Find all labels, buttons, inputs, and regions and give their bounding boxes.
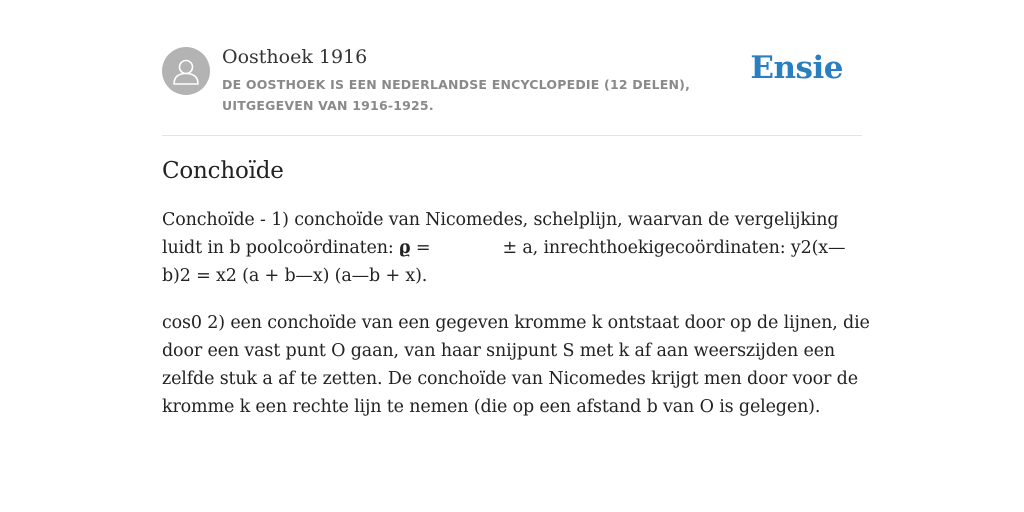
divider — [162, 135, 862, 136]
entry-paragraph-1 — [162, 206, 874, 290]
source-header — [162, 44, 862, 134]
ensie-logo[interactable]: Ensie — [750, 50, 843, 86]
entry-paragraph-2: cos0 2) een conchoïde van een gegeven kromme k ontstaat door op de lijnen, die door een vast punt O gaan, van haar snijpunt S met k af aan weerszijden een zelfde stuk a af te zetten. De conchoïde van Nicomedes krijgt men door voor de kromme k een rechte lijn te nemen (die op een afstand b van O is gelegen). — [162, 313, 870, 417]
entry-title: Conchoïde — [162, 158, 284, 184]
source-description: DE OOSTHOEK IS EEN NEDERLANDSE ENCYCLOPEDIE (12 DELEN), UITGEGEVEN VAN 1916-1925. — [222, 77, 691, 113]
entry-content — [162, 158, 874, 440]
paragraph-1-text-c: ± a, inrechthoekigecoördinaten: y2(x—b)2 = x2 (a + b—x) (a—b + x). — [162, 238, 846, 286]
source-title[interactable]: Oosthoek 1916 — [222, 46, 368, 68]
user-icon — [162, 47, 210, 95]
paragraph-1-text-a: Conchoïde - 1) conchoïde van Nicomedes, schelplijn, waarvan de vergelijking luidt in b poolcoördinaten: — [162, 210, 839, 258]
paragraph-1-text-b: = — [410, 238, 431, 258]
avatar[interactable] — [162, 47, 210, 95]
rho-symbol: ϱ — [399, 238, 411, 258]
